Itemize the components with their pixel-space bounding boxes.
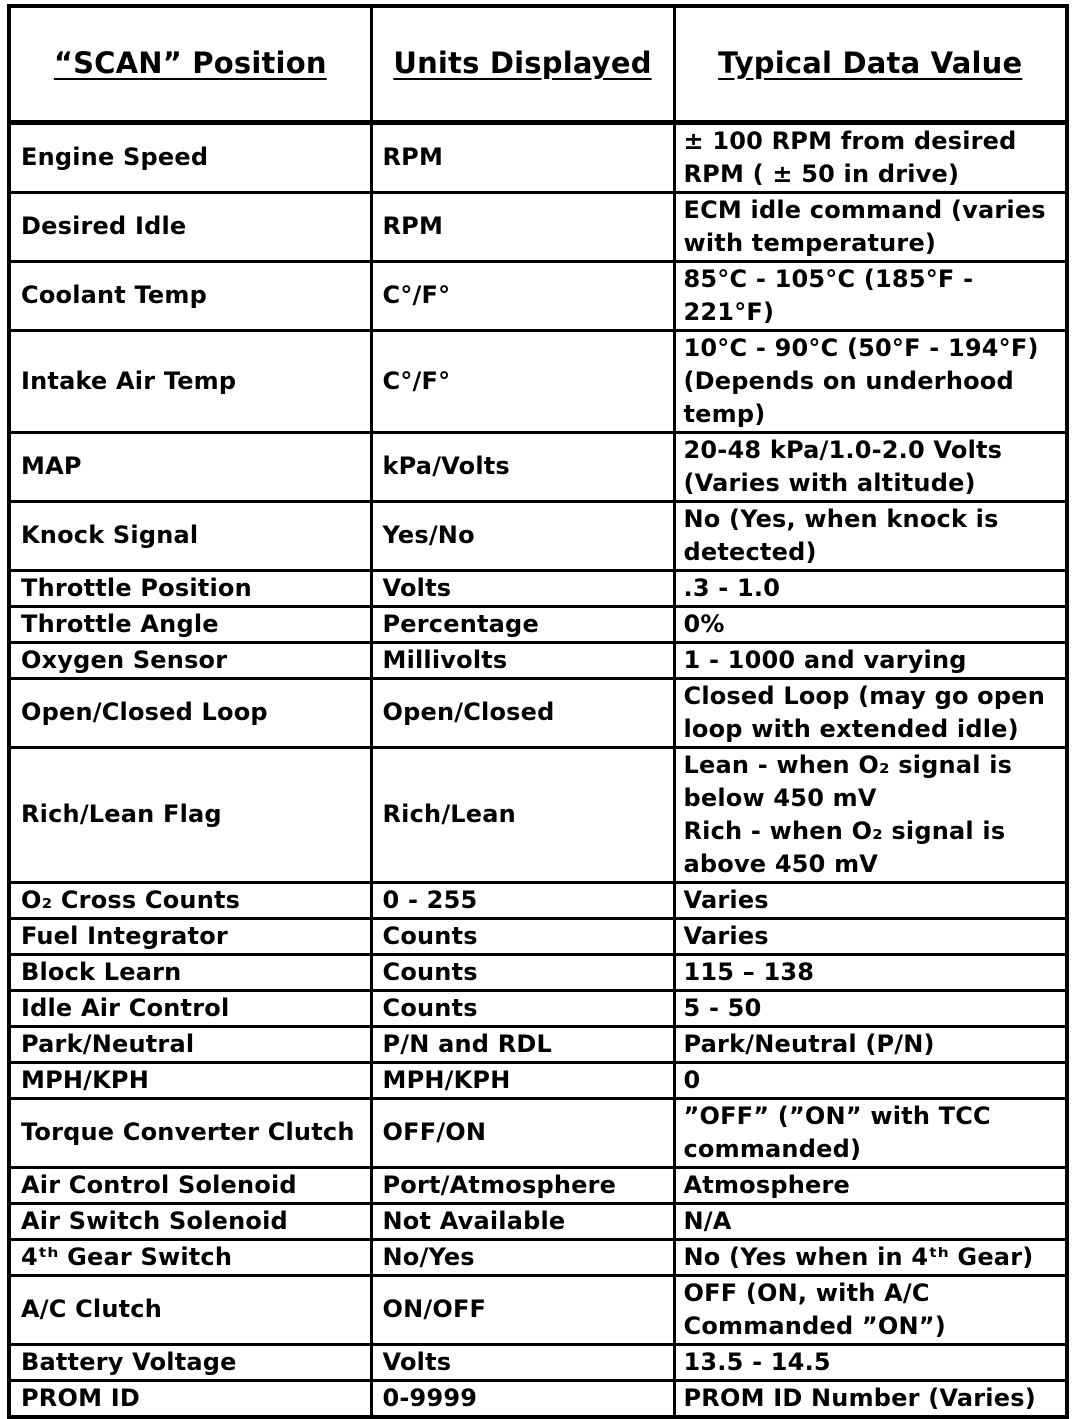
scan-position: MPH/KPH [9, 1062, 371, 1098]
table-row [9, 1239, 1067, 1275]
table-row [9, 122, 1067, 192]
table-row [9, 1275, 1067, 1344]
units-displayed: RPM [371, 192, 674, 261]
table-row [9, 1344, 1067, 1380]
header-typical-data-value: Typical Data Value [674, 6, 1067, 122]
header-scan-position: “SCAN” Position [9, 6, 371, 122]
typical-value: ± 100 RPM from desired RPM ( ± 50 in drive) [674, 122, 1067, 192]
typical-value: 85°C - 105°C (185°F - 221°F) [674, 261, 1067, 330]
scan-position: MAP [9, 432, 371, 501]
table-row [9, 1380, 1067, 1417]
units-displayed: 0-9999 [371, 1380, 674, 1417]
typical-value: 13.5 - 14.5 [674, 1344, 1067, 1380]
units-displayed: Volts [371, 1344, 674, 1380]
scan-position: Open/Closed Loop [9, 678, 371, 747]
table-row [9, 330, 1067, 432]
table-row [9, 678, 1067, 747]
scan-position: Oxygen Sensor [9, 642, 371, 678]
units-displayed: OFF/ON [371, 1098, 674, 1167]
scan-position: Block Learn [9, 954, 371, 990]
table-row [9, 570, 1067, 606]
scan-position: Desired Idle [9, 192, 371, 261]
typical-value: 115 – 138 [674, 954, 1067, 990]
units-displayed: Millivolts [371, 642, 674, 678]
scan-position: Throttle Position [9, 570, 371, 606]
scan-position: 4ᵗʰ Gear Switch [9, 1239, 371, 1275]
table-row [9, 747, 1067, 882]
typical-value: 1 - 1000 and varying [674, 642, 1067, 678]
typical-value: Park/Neutral (P/N) [674, 1026, 1067, 1062]
table-row [9, 1203, 1067, 1239]
header-row [9, 6, 1067, 122]
scan-data-table [7, 4, 1069, 1419]
table-row [9, 954, 1067, 990]
typical-value: OFF (ON, with A/C Commanded ”ON”) [674, 1275, 1067, 1344]
scan-position: Throttle Angle [9, 606, 371, 642]
scan-position: Idle Air Control [9, 990, 371, 1026]
typical-value: Lean - when O₂ signal is below 450 mV Rich - when O₂ signal is above 450 mV [674, 747, 1067, 882]
table-row [9, 432, 1067, 501]
units-displayed: C°/F° [371, 261, 674, 330]
typical-value: Varies [674, 918, 1067, 954]
scan-position: Air Switch Solenoid [9, 1203, 371, 1239]
scan-position: Battery Voltage [9, 1344, 371, 1380]
scan-position: PROM ID [9, 1380, 371, 1417]
table-row [9, 918, 1067, 954]
typical-value: N/A [674, 1203, 1067, 1239]
units-displayed: Volts [371, 570, 674, 606]
typical-value: 5 - 50 [674, 990, 1067, 1026]
units-displayed: Yes/No [371, 501, 674, 570]
table-row [9, 1062, 1067, 1098]
table-row [9, 261, 1067, 330]
units-displayed: MPH/KPH [371, 1062, 674, 1098]
scan-position: Knock Signal [9, 501, 371, 570]
scan-position: Rich/Lean Flag [9, 747, 371, 882]
scan-position: Intake Air Temp [9, 330, 371, 432]
table-row [9, 1026, 1067, 1062]
scan-position: O₂ Cross Counts [9, 882, 371, 918]
typical-value: PROM ID Number (Varies) [674, 1380, 1067, 1417]
scan-position: Air Control Solenoid [9, 1167, 371, 1203]
units-displayed: C°/F° [371, 330, 674, 432]
scan-position: Coolant Temp [9, 261, 371, 330]
typical-value: 10°C - 90°C (50°F - 194°F) (Depends on underhood temp) [674, 330, 1067, 432]
table-row [9, 1167, 1067, 1203]
header-units-displayed: Units Displayed [371, 6, 674, 122]
units-displayed: Open/Closed [371, 678, 674, 747]
typical-value: 0% [674, 606, 1067, 642]
units-displayed: No/Yes [371, 1239, 674, 1275]
units-displayed: P/N and RDL [371, 1026, 674, 1062]
typical-value: 20-48 kPa/1.0-2.0 Volts (Varies with altitude) [674, 432, 1067, 501]
table-row [9, 642, 1067, 678]
table-row [9, 501, 1067, 570]
typical-value: Varies [674, 882, 1067, 918]
units-displayed: Counts [371, 918, 674, 954]
units-displayed: Not Available [371, 1203, 674, 1239]
scan-position: Park/Neutral [9, 1026, 371, 1062]
units-displayed: Percentage [371, 606, 674, 642]
typical-value: ECM idle command (varies with temperature) [674, 192, 1067, 261]
units-displayed: Counts [371, 990, 674, 1026]
units-displayed: RPM [371, 122, 674, 192]
table-row [9, 882, 1067, 918]
units-displayed: kPa/Volts [371, 432, 674, 501]
scan-position: A/C Clutch [9, 1275, 371, 1344]
scan-position: Engine Speed [9, 122, 371, 192]
typical-value: No (Yes, when knock is detected) [674, 501, 1067, 570]
typical-value: Closed Loop (may go open loop with extended idle) [674, 678, 1067, 747]
table-row [9, 990, 1067, 1026]
units-displayed: Port/Atmosphere [371, 1167, 674, 1203]
typical-value: Atmosphere [674, 1167, 1067, 1203]
table-row [9, 192, 1067, 261]
typical-value: .3 - 1.0 [674, 570, 1067, 606]
table-row [9, 606, 1067, 642]
units-displayed: Counts [371, 954, 674, 990]
typical-value: 0 [674, 1062, 1067, 1098]
typical-value: No (Yes when in 4ᵗʰ Gear) [674, 1239, 1067, 1275]
scan-position: Fuel Integrator [9, 918, 371, 954]
units-displayed: ON/OFF [371, 1275, 674, 1344]
units-displayed: Rich/Lean [371, 747, 674, 882]
table-row [9, 1098, 1067, 1167]
scan-position: Torque Converter Clutch [9, 1098, 371, 1167]
units-displayed: 0 - 255 [371, 882, 674, 918]
typical-value: ”OFF” (”ON” with TCC commanded) [674, 1098, 1067, 1167]
